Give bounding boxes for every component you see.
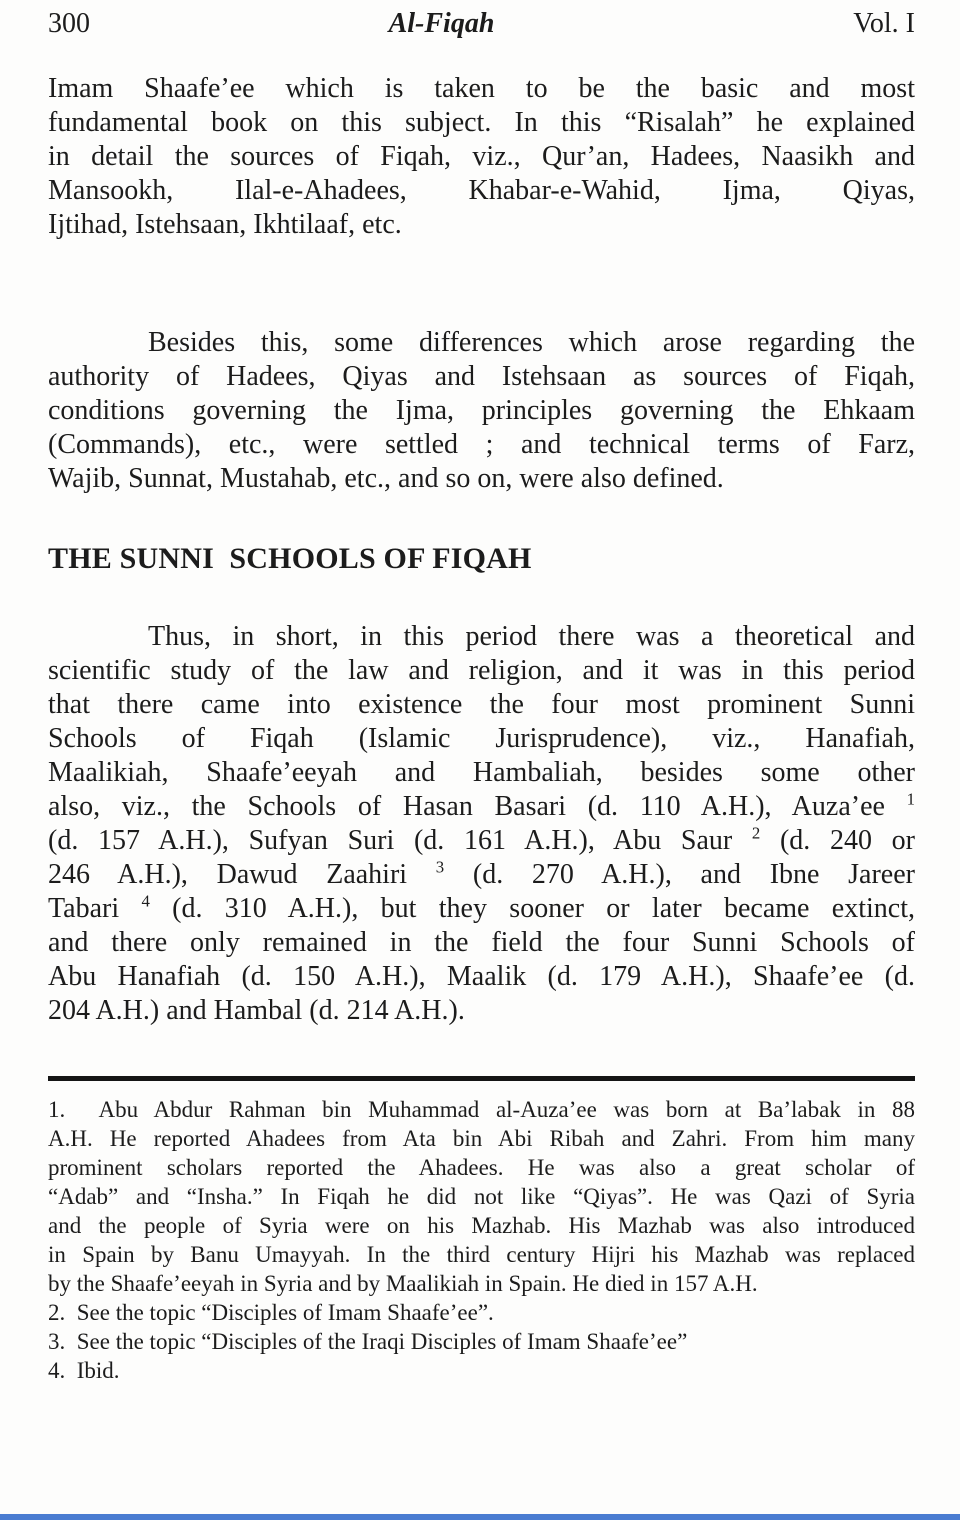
text-line: Tabari $^4$ (d. 310 A.H.), but they sooner or later became extinct, — [48, 891, 915, 924]
footnote-reference: 3 — [435, 857, 445, 877]
text-line: Maalikiah, Shaafe’eeyah and Hambaliah, besides some other — [48, 757, 915, 788]
page-number: 300 — [48, 8, 90, 39]
paragraph — [48, 620, 915, 1028]
text-line: conditions governing the Ijma, principles governing the Ehkaam — [48, 395, 915, 426]
footnote — [48, 1327, 915, 1356]
text-line: also, viz., the Schools of Hasan Basari (d. 110 A.H.), Auza’ee $^1$ — [48, 789, 915, 822]
text-line: A.H. He reported Ahadees from Ata bin Abi Ribah and Zahri. From him many — [48, 1126, 915, 1151]
text-line: and the people of Syria were on his Mazhab. His Mazhab was also introduced — [48, 1213, 915, 1238]
book-title: Al-Fiqah — [388, 8, 495, 39]
footnote — [48, 1298, 915, 1327]
text-line: by the Shaafe’eeyah in Syria and by Maalikiah in Spain. He died in 157 A.H. — [48, 1271, 758, 1296]
footnote-reference: 2 — [751, 823, 761, 843]
text-line: Abu Hanafiah (d. 150 A.H.), Maalik (d. 179 A.H.), Shaafe’ee (d. — [48, 961, 915, 992]
footnotes — [48, 1095, 915, 1385]
text-line: 1. Abu Abdur Rahman bin Muhammad al-Auza’ee was born at Ba’labak in 88 — [48, 1097, 915, 1122]
text-line: “Adab” and “Insha.” In Fiqah he did not like “Qiyas”. He was Qazi of Syria — [48, 1184, 915, 1209]
text-line: in detail the sources of Fiqah, viz., Qur’an, Hadees, Naasikh and — [48, 141, 915, 172]
text-line: authority of Hadees, Qiyas and Istehsaan as sources of Fiqah, — [48, 361, 915, 392]
text-line: fundamental book on this subject. In this “Risalah” he explained — [48, 107, 915, 138]
text-line: prominent scholars reported the Ahadees. He was also a great scholar of — [48, 1155, 915, 1180]
footnote — [48, 1356, 915, 1385]
text-line: Imam Shaafe’ee which is taken to be the basic and most — [48, 73, 915, 104]
footnote — [48, 1095, 915, 1298]
page-body — [48, 72, 915, 1028]
text-line: Schools of Fiqah (Islamic Jurisprudence), viz., Hanafiah, — [48, 723, 915, 754]
paragraph — [48, 72, 915, 242]
text-line: Wajib, Sunnat, Mustahab, etc., and so on, were also defined. — [48, 463, 724, 494]
footnote-reference: 4 — [141, 891, 150, 911]
text-line: in Spain by Banu Umayyah. In the third century Hijri his Mazhab was replaced — [48, 1242, 915, 1267]
text-line: 204 A.H.) and Hambal (d. 214 A.H.). — [48, 995, 465, 1026]
text-line: scientific study of the law and religion, and it was in this period — [48, 655, 915, 686]
text-line: 2. See the topic “Disciples of Imam Shaafe’ee”. — [48, 1300, 494, 1325]
paragraph — [48, 326, 915, 496]
text-line: and there only remained in the field the four Sunni Schools of — [48, 927, 915, 958]
page-header — [48, 8, 915, 40]
text-line: (Commands), etc., were settled ; and technical terms of Farz, — [48, 429, 915, 460]
text-line: Thus, in short, in this period there was a theoretical and — [148, 621, 915, 652]
text-line: Ijtihad, Istehsaan, Ikhtilaaf, etc. — [48, 209, 402, 240]
footnote-reference: 1 — [906, 789, 915, 809]
text-line: 246 A.H.), Dawud Zaahiri $^3$ (d. 270 A.H.), and Ibne Jareer — [48, 857, 915, 890]
text-line: (d. 157 A.H.), Sufyan Suri (d. 161 A.H.), Abu Saur $^2$ (d. 240 or — [48, 823, 915, 856]
text-line: 3. See the topic “Disciples of the Iraqi Disciples of Imam Shaafe’ee” — [48, 1329, 688, 1354]
text-line: that there came into existence the four most prominent Sunni — [48, 689, 915, 720]
section-heading: THE SUNNI SCHOOLS OF FIQAH — [48, 542, 532, 575]
volume-label: Vol. I — [853, 8, 915, 39]
bottom-blue-bar — [0, 1514, 960, 1520]
text-line: Mansookh, Ilal-e-Ahadees, Khabar-e-Wahid, Ijma, Qiyas, — [48, 175, 915, 206]
text-line: 4. Ibid. — [48, 1358, 120, 1383]
text-line: Besides this, some differences which arose regarding the — [148, 327, 915, 358]
footnote-separator — [48, 1076, 915, 1081]
